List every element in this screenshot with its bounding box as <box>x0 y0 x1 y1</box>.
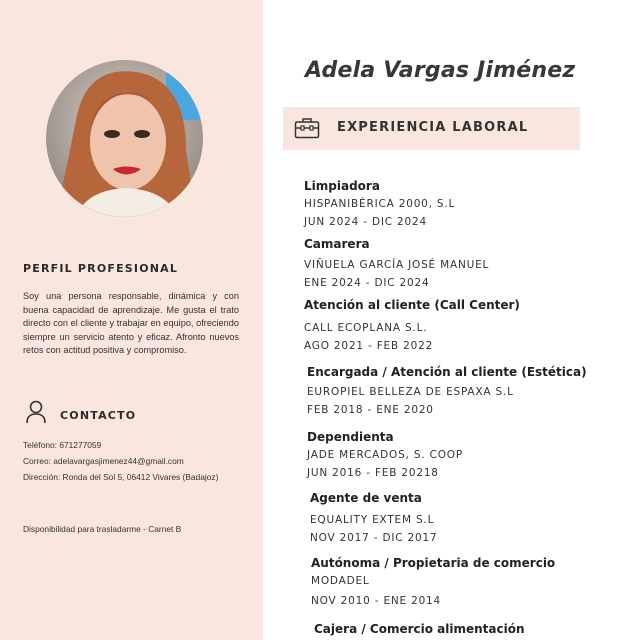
perfil-title: PERFIL PROFESIONAL <box>23 262 179 275</box>
perfil-text: Soy una persona responsable, dinámica y con buena capacidad de aprendizaje. Me gusta el trato directo con el cliente y trabajar en equipo, ofreciendo siempre un servicio atento y eficaz. Afronto nuevos retos con actitud positiva y compromiso. <box>23 291 239 356</box>
job-company: HISPANIBÉRICA 2000, S.L <box>304 198 456 210</box>
job-role: Dependienta <box>307 430 394 444</box>
candidate-name: Adela Vargas Jiménez <box>305 58 576 83</box>
experience-title: EXPERIENCIA LABORAL <box>337 120 529 135</box>
availability-text: Disponibilidad para trasladarme - Carnet B <box>23 524 182 534</box>
job-entry <box>310 489 630 547</box>
job-entry <box>311 554 631 610</box>
job-role: Encargada / Atención al cliente (Estética) <box>307 365 587 379</box>
job-dates: JUN 2024 - DIC 2024 <box>304 216 427 228</box>
contact-title: CONTACTO <box>60 409 137 422</box>
job-role: Camarera <box>304 237 370 251</box>
job-dates: FEB 2018 - ENE 2020 <box>307 404 434 416</box>
job-company: JADE MERCADOS, S. COOP <box>307 449 463 461</box>
job-role: Agente de venta <box>310 491 422 505</box>
job-entry <box>307 428 627 482</box>
contact-address: Dirección: Ronda del Sol 5, 06412 Vivares (Badajoz) <box>23 472 219 482</box>
job-entry <box>307 363 627 419</box>
contact-email: Correo: adelavargasjimenez44@gmail.com <box>23 456 184 466</box>
contact-phone: Teléfono: 671277059 <box>23 440 102 450</box>
job-company: EQUALITY EXTEM S.L <box>310 514 435 526</box>
job-dates: JUN 2016 - FEB 20218 <box>307 467 439 479</box>
job-entry <box>304 296 624 355</box>
job-company: VIÑUELA GARCÍA JOSÉ MANUEL <box>304 259 490 271</box>
job-dates: ENE 2024 - DIC 2024 <box>304 277 430 289</box>
job-company: CALL ECOPLANA S.L. <box>304 322 428 334</box>
job-company: MODADEL <box>311 575 370 587</box>
job-role: Cajera / Comercio alimentación <box>314 622 525 636</box>
person-icon <box>25 400 47 424</box>
job-dates: NOV 2010 - ENE 2014 <box>311 595 442 607</box>
job-dates: AGO 2021 - FEB 2022 <box>304 340 434 352</box>
job-entry <box>304 177 624 231</box>
job-role: Limpiadora <box>304 179 380 193</box>
job-dates: NOV 2017 - DIC 2017 <box>310 532 438 544</box>
job-company: EUROPIEL BELLEZA DE ESPAXA S.L <box>307 386 514 398</box>
job-role: Autónoma / Propietaria de comercio <box>311 556 556 570</box>
profile-photo <box>46 60 203 217</box>
job-entry <box>304 235 624 292</box>
briefcase-icon <box>294 117 320 139</box>
job-entry <box>314 620 634 638</box>
job-role: Atención al cliente (Call Center) <box>304 298 520 312</box>
